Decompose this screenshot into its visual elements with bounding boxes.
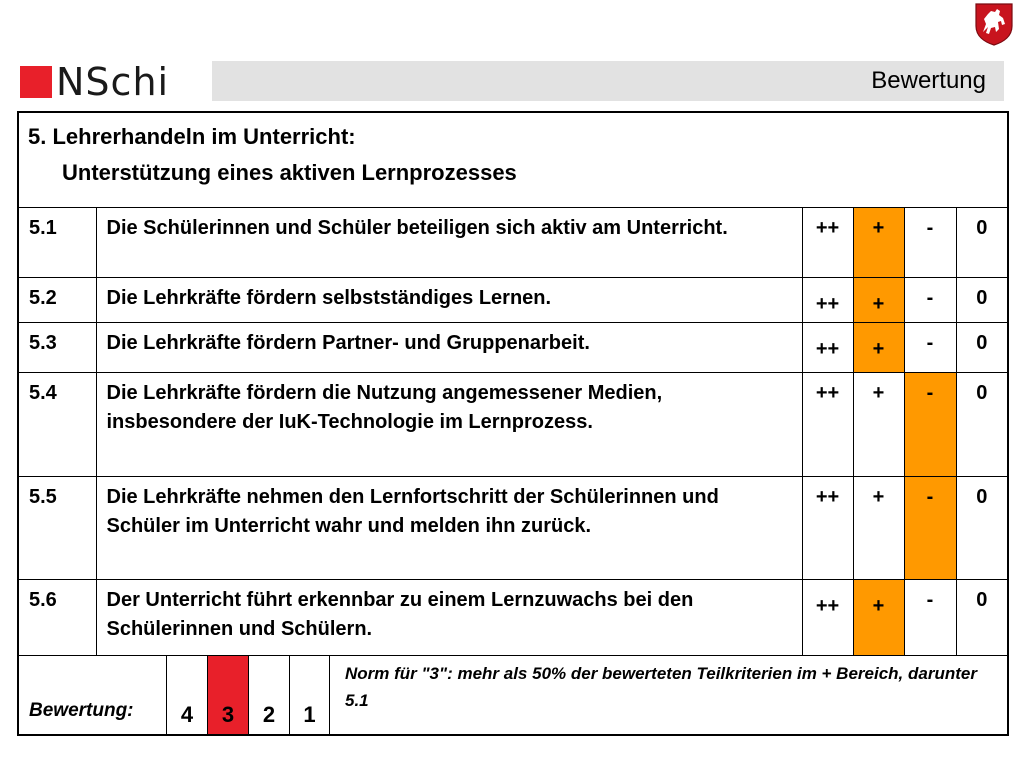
- logo-text: NSchi: [56, 60, 170, 104]
- criterion-number: 5.6: [18, 580, 96, 656]
- criterion-text: Die Schülerinnen und Schüler beteiligen sich aktiv am Unterricht.: [96, 208, 802, 278]
- rating-minus: -: [904, 477, 956, 580]
- section-header-row: [18, 112, 1008, 208]
- table-row: [18, 278, 1008, 323]
- rating-plus: +: [853, 373, 904, 477]
- section-header: [18, 112, 1008, 208]
- table-row: [18, 208, 1008, 278]
- criterion-number: 5.4: [18, 373, 96, 477]
- criterion-text: Der Unterricht führt erkennbar zu einem Lernzuwachs bei den Schülerinnen und Schülern.: [96, 580, 802, 656]
- evaluation-table: [17, 111, 1009, 736]
- table-row: [18, 580, 1008, 656]
- title-bar: [212, 61, 1004, 101]
- section-title: 5. Lehrerhandeln im Unterricht:: [28, 124, 356, 149]
- grade-1: 1: [289, 656, 330, 734]
- rating-plusplus: ++: [802, 580, 853, 656]
- logo: [20, 60, 169, 104]
- rating-plusplus: ++: [802, 373, 853, 477]
- table-row: [18, 323, 1008, 373]
- criterion-number: 5.5: [18, 477, 96, 580]
- rating-minus: -: [904, 208, 956, 278]
- rating-zero: 0: [956, 477, 1008, 580]
- rating-plus: +: [853, 580, 904, 656]
- rating-minus: -: [904, 373, 956, 477]
- footer-cell: [18, 656, 1008, 736]
- criterion-number: 5.2: [18, 278, 96, 323]
- rating-plus: +: [853, 477, 904, 580]
- rating-plusplus: ++: [802, 208, 853, 278]
- rating-minus: -: [904, 580, 956, 656]
- grade-2: 2: [248, 656, 289, 734]
- rating-zero: 0: [956, 373, 1008, 477]
- norm-note: Norm für "3": mehr als 50% der bewerteten Teilkriterien im + Bereich, darunter 5.1: [345, 664, 977, 710]
- criterion-text: Die Lehrkräfte fördern die Nutzung angemessener Medien, insbesondere der IuK-Technologie im Lernprozess.: [96, 373, 802, 477]
- table-row: [18, 373, 1008, 477]
- grade-label: Bewertung:: [29, 700, 134, 721]
- state-crest-icon: [974, 2, 1014, 46]
- rating-zero: 0: [956, 208, 1008, 278]
- rating-plusplus: ++: [802, 323, 853, 373]
- logo-square-icon: [20, 66, 52, 98]
- grade-3-selected: 3: [207, 656, 248, 734]
- criterion-text: Die Lehrkräfte fördern Partner- und Gruppenarbeit.: [96, 323, 802, 373]
- rating-minus: -: [904, 278, 956, 323]
- criterion-text: Die Lehrkräfte fördern selbstständiges Lernen.: [96, 278, 802, 323]
- table-row: [18, 477, 1008, 580]
- rating-plusplus: ++: [802, 477, 853, 580]
- rating-zero: 0: [956, 323, 1008, 373]
- criterion-number: 5.3: [18, 323, 96, 373]
- footer-row: [18, 656, 1008, 736]
- rating-minus: -: [904, 323, 956, 373]
- section-subtitle: Unterstützung eines aktiven Lernprozesses: [62, 160, 517, 185]
- rating-plus: +: [853, 208, 904, 278]
- grade-selector: [166, 656, 330, 734]
- criterion-text: Die Lehrkräfte nehmen den Lernfortschritt der Schülerinnen und Schüler im Unterricht wahr und melden ihn zurück.: [96, 477, 802, 580]
- page-title: Bewertung: [871, 67, 986, 94]
- grade-4: 4: [166, 656, 207, 734]
- rating-zero: 0: [956, 580, 1008, 656]
- rating-plusplus: ++: [802, 278, 853, 323]
- rating-plus: +: [853, 278, 904, 323]
- criterion-number: 5.1: [18, 208, 96, 278]
- rating-zero: 0: [956, 278, 1008, 323]
- rating-plus: +: [853, 323, 904, 373]
